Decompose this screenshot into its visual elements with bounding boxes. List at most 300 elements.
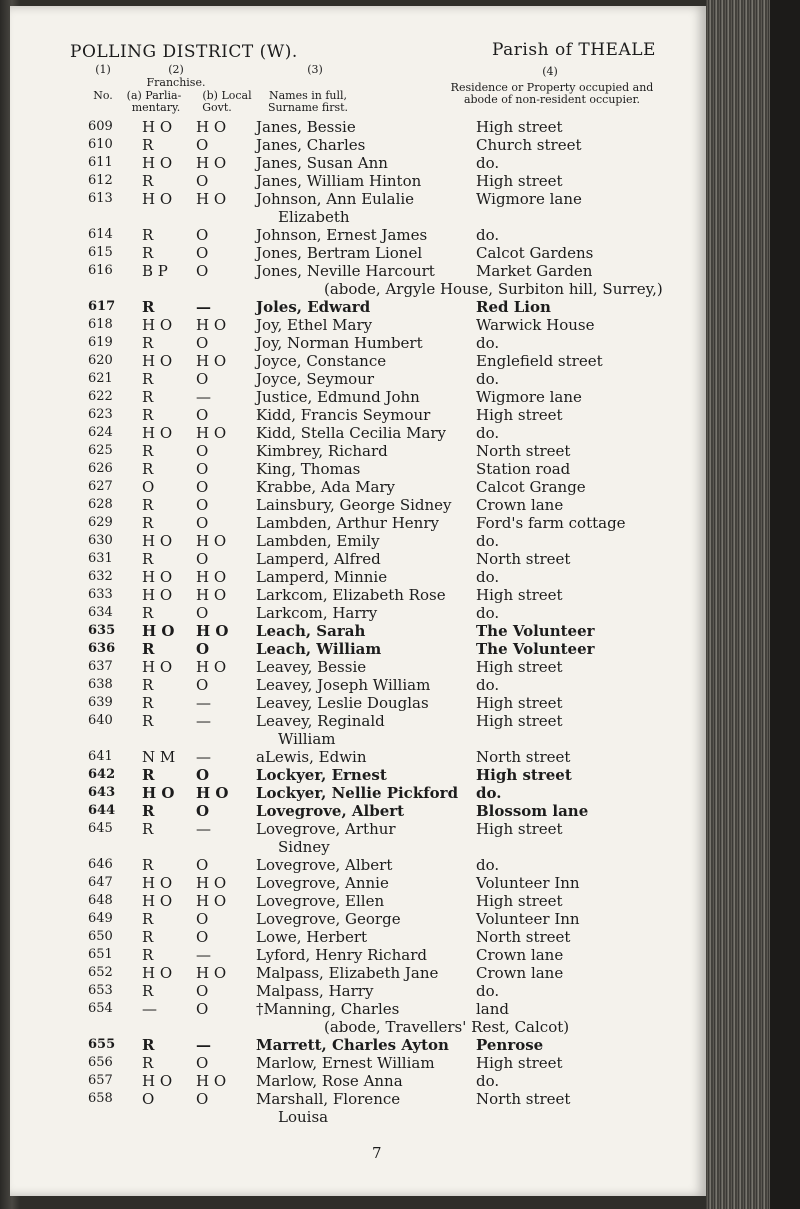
- elector-name: Justice, Edmund John: [256, 388, 420, 406]
- elector-number: 628: [88, 497, 113, 512]
- col3-label: Names in full,: [268, 89, 348, 102]
- table-row: [10, 892, 706, 910]
- residence: do.: [476, 370, 500, 388]
- register-page: [10, 6, 706, 1196]
- elector-name: Leavey, Leslie Douglas: [256, 694, 429, 712]
- local-govt-franchise: —: [196, 712, 211, 730]
- residence: Englefield street: [476, 352, 603, 370]
- elector-number: 641: [88, 749, 113, 764]
- table-row: [10, 604, 706, 622]
- elector-number: 644: [88, 803, 116, 818]
- parliamentary-franchise: R: [142, 172, 154, 190]
- table-row: [10, 964, 706, 982]
- elector-number: 650: [88, 929, 113, 944]
- parliamentary-franchise: N M: [142, 748, 176, 766]
- local-govt-franchise: —: [196, 298, 211, 316]
- residence: The Volunteer: [476, 622, 595, 640]
- col3-number: (3): [307, 63, 323, 76]
- elector-name-cell: [256, 748, 367, 766]
- local-govt-franchise: H O: [196, 190, 227, 208]
- residence: North street: [476, 1090, 571, 1108]
- parliamentary-franchise: R: [142, 604, 154, 622]
- local-govt-franchise: —: [196, 748, 211, 766]
- local-govt-franchise: O: [196, 910, 209, 928]
- elector-name-cell: [256, 784, 458, 802]
- elector-number: 647: [88, 875, 113, 890]
- elector-name: Marshall, Florence: [256, 1090, 401, 1108]
- elector-name-continued: William: [278, 730, 336, 748]
- local-govt-franchise: O: [196, 982, 209, 1000]
- local-govt-franchise: H O: [196, 316, 227, 334]
- elector-name: Kidd, Francis Seymour: [256, 406, 431, 424]
- elector-name: Lovegrove, George: [256, 910, 401, 928]
- abode-note: (abode, Travellers' Rest, Calcot): [324, 1018, 570, 1036]
- elector-name: Lyford, Henry Richard: [256, 946, 427, 964]
- elector-name: Krabbe, Ada Mary: [256, 478, 396, 496]
- residence: High street: [476, 1054, 563, 1072]
- parliamentary-franchise: H O: [142, 190, 173, 208]
- local-govt-franchise: H O: [196, 892, 227, 910]
- elector-name: Kimbrey, Richard: [256, 442, 388, 460]
- local-govt-franchise: H O: [196, 118, 227, 136]
- elector-name: Larkcom, Elizabeth Rose: [256, 586, 446, 604]
- residence: Red Lion: [476, 298, 551, 316]
- elector-name-cell: [256, 604, 377, 622]
- elector-name-cell: [256, 766, 387, 784]
- elector-name: King, Thomas: [256, 460, 361, 478]
- parliamentary-franchise: H O: [142, 892, 173, 910]
- elector-name-cell: [256, 640, 381, 658]
- parliamentary-franchise: R: [142, 676, 154, 694]
- elector-name-cell: [256, 694, 429, 712]
- elector-number: 617: [88, 299, 116, 314]
- residence: do.: [476, 154, 500, 172]
- elector-name: Lovegrove, Albert: [256, 856, 393, 874]
- parliamentary-franchise: H O: [142, 424, 173, 442]
- elector-name: Leach, William: [256, 640, 382, 658]
- elector-number: 626: [88, 461, 113, 476]
- elector-name-cell: [256, 334, 423, 352]
- col2-number: (2): [168, 63, 184, 76]
- residence: do.: [476, 568, 500, 586]
- elector-name: Leavey, Joseph William: [256, 676, 431, 694]
- elector-name: Joy, Ethel Mary: [256, 316, 373, 334]
- parliamentary-franchise: O: [142, 1090, 155, 1108]
- residence: do.: [476, 424, 500, 442]
- parliamentary-franchise: H O: [142, 118, 173, 136]
- table-row: [10, 874, 706, 892]
- elector-number: 624: [88, 425, 113, 440]
- parliamentary-franchise: H O: [142, 154, 173, 172]
- elector-name: Kidd, Stella Cecilia Mary: [256, 424, 447, 442]
- elector-number: 642: [88, 767, 116, 782]
- elector-number: 613: [88, 191, 113, 206]
- elector-name-cell: [256, 1072, 403, 1090]
- local-govt-franchise: O: [196, 640, 210, 658]
- residence: do.: [476, 226, 500, 244]
- table-row: [10, 352, 706, 370]
- parliamentary-franchise: R: [142, 334, 154, 352]
- local-govt-franchise: O: [196, 442, 209, 460]
- elector-name-cell: [256, 892, 384, 910]
- table-row: [10, 820, 706, 856]
- table-row: [10, 676, 706, 694]
- local-govt-franchise: H O: [196, 622, 229, 640]
- residence: do.: [476, 856, 500, 874]
- residence: Calcot Gardens: [476, 244, 594, 262]
- table-row: [10, 190, 706, 226]
- table-row: [10, 1072, 706, 1090]
- elector-name: Joy, Norman Humbert: [256, 334, 423, 352]
- elector-number: 610: [88, 137, 113, 152]
- local-govt-franchise: H O: [196, 532, 227, 550]
- parliamentary-franchise: R: [142, 370, 154, 388]
- elector-name: Lowe, Herbert: [256, 928, 368, 946]
- elector-number: 618: [88, 317, 113, 332]
- parliamentary-franchise: R: [142, 766, 155, 784]
- parliamentary-franchise: R: [142, 856, 154, 874]
- table-row: [10, 334, 706, 352]
- parliamentary-franchise: R: [142, 550, 154, 568]
- residence: High street: [476, 118, 563, 136]
- parliamentary-franchise: H O: [142, 586, 173, 604]
- table-row: [10, 262, 706, 280]
- col1-number: (1): [95, 63, 111, 76]
- elector-name-cell: [256, 226, 427, 244]
- elector-number: 640: [88, 713, 113, 728]
- elector-name: Joles, Edward: [256, 298, 371, 316]
- col2a-label: (a) Parlia-: [126, 89, 182, 102]
- elector-name: Malpass, Elizabeth Jane: [256, 964, 439, 982]
- elector-name: Lovegrove, Ellen: [256, 892, 385, 910]
- elector-name-cell: [256, 460, 360, 478]
- table-row: [10, 928, 706, 946]
- elector-name-cell: [256, 802, 404, 820]
- table-row: [10, 316, 706, 334]
- parliamentary-franchise: R: [142, 694, 154, 712]
- table-row: [10, 136, 706, 154]
- parliamentary-franchise: R: [142, 298, 155, 316]
- elector-number: 636: [88, 641, 116, 656]
- elector-number: 635: [88, 623, 116, 638]
- elector-name-cell: [256, 964, 438, 982]
- residence: Market Garden: [476, 262, 593, 280]
- residence: Wigmore lane: [476, 388, 582, 406]
- elector-number: 648: [88, 893, 113, 908]
- residence: Warwick House: [476, 316, 595, 334]
- elector-name: Leavey, Reginald: [256, 712, 385, 730]
- col2b-label: (b) Local: [202, 89, 252, 102]
- elector-name: Janes, Susan Ann: [256, 154, 388, 172]
- elector-name-cell: [256, 352, 386, 370]
- residence: Volunteer Inn: [476, 874, 580, 892]
- col2b-label-2: Govt.: [202, 101, 232, 114]
- table-row: [10, 1054, 706, 1072]
- table-row: [10, 1000, 706, 1018]
- parliamentary-franchise: R: [142, 910, 154, 928]
- table-row: [10, 388, 706, 406]
- elector-name-cell: [256, 1000, 399, 1018]
- table-row: [10, 496, 706, 514]
- elector-number: 614: [88, 227, 113, 242]
- table-row: [10, 658, 706, 676]
- table-row: [10, 802, 706, 820]
- residence: Ford's farm cottage: [476, 514, 626, 532]
- residence: High street: [476, 586, 563, 604]
- elector-number: 649: [88, 911, 113, 926]
- elector-name: Joyce, Seymour: [256, 370, 375, 388]
- residence: High street: [476, 658, 563, 676]
- elector-name-cell: [256, 568, 387, 586]
- parliamentary-franchise: R: [142, 244, 154, 262]
- parliamentary-franchise: R: [142, 514, 154, 532]
- elector-number: 656: [88, 1055, 113, 1070]
- elector-name-cell: [256, 1054, 435, 1072]
- parliamentary-franchise: O: [142, 478, 155, 496]
- local-govt-franchise: O: [196, 604, 209, 622]
- table-row: [10, 568, 706, 586]
- elector-number: 633: [88, 587, 113, 602]
- residence: Station road: [476, 460, 571, 478]
- elector-name: Lovegrove, Albert: [256, 802, 405, 820]
- elector-number: 639: [88, 695, 113, 710]
- elector-name-cell: [256, 172, 421, 190]
- local-govt-franchise: O: [196, 244, 209, 262]
- elector-name: Larkcom, Harry: [256, 604, 378, 622]
- elector-name: Lainsbury, George Sidney: [256, 496, 452, 514]
- table-row: [10, 442, 706, 460]
- residence: do.: [476, 676, 500, 694]
- elector-number: 658: [88, 1091, 113, 1106]
- table-row: [10, 784, 706, 802]
- polling-district-title: POLLING DISTRICT (W).: [70, 42, 298, 62]
- parliamentary-franchise: R: [142, 388, 154, 406]
- elector-number: 631: [88, 551, 113, 566]
- elector-name-continued: Louisa: [278, 1108, 329, 1126]
- elector-number: 632: [88, 569, 113, 584]
- parliamentary-franchise: R: [142, 640, 155, 658]
- elector-name: Janes, William Hinton: [256, 172, 422, 190]
- parliamentary-franchise: R: [142, 802, 155, 820]
- elector-number: 643: [88, 785, 116, 800]
- table-row: [10, 856, 706, 874]
- elector-name-cell: [256, 928, 367, 946]
- parliamentary-franchise: R: [142, 136, 154, 154]
- elector-list: [10, 118, 706, 1126]
- residence: Wigmore lane: [476, 190, 582, 208]
- local-govt-franchise: —: [196, 946, 211, 964]
- elector-number: 655: [88, 1037, 116, 1052]
- parliamentary-franchise: R: [142, 712, 154, 730]
- col1-label: No.: [93, 89, 113, 102]
- elector-name-cell: [256, 1090, 400, 1126]
- local-govt-franchise: O: [196, 226, 209, 244]
- elector-name: Lamperd, Minnie: [256, 568, 388, 586]
- local-govt-franchise: O: [196, 334, 209, 352]
- elector-name: Lockyer, Ernest: [256, 766, 387, 784]
- table-row: [10, 766, 706, 784]
- residence: Church street: [476, 136, 582, 154]
- elector-name: Jones, Bertram Lionel: [256, 244, 423, 262]
- elector-number: 623: [88, 407, 113, 422]
- elector-name-cell: [256, 496, 452, 514]
- residence: High street: [476, 820, 563, 838]
- local-govt-franchise: H O: [196, 568, 227, 586]
- page-number: 7: [372, 1144, 382, 1162]
- table-row: [10, 640, 706, 658]
- elector-name: Marrett, Charles Ayton: [256, 1036, 449, 1054]
- elector-name: Lambden, Arthur Henry: [256, 514, 439, 532]
- parliamentary-franchise: R: [142, 1036, 155, 1054]
- local-govt-franchise: O: [196, 856, 209, 874]
- table-row: [10, 1090, 706, 1126]
- local-govt-franchise: O: [196, 928, 209, 946]
- elector-name: Janes, Charles: [256, 136, 366, 154]
- table-row: [10, 298, 706, 316]
- parliamentary-franchise: R: [142, 982, 154, 1000]
- local-govt-franchise: O: [196, 172, 209, 190]
- parliamentary-franchise: R: [142, 820, 154, 838]
- local-govt-franchise: —: [196, 1036, 211, 1054]
- elector-number: 622: [88, 389, 113, 404]
- elector-name-cell: [256, 550, 381, 568]
- residence: High street: [476, 766, 572, 784]
- elector-name-cell: [256, 658, 366, 676]
- local-govt-franchise: O: [196, 460, 209, 478]
- table-row: [10, 118, 706, 136]
- local-govt-franchise: O: [196, 550, 209, 568]
- parliamentary-franchise: R: [142, 496, 154, 514]
- elector-name-cell: [256, 298, 370, 316]
- elector-name-cell: [256, 874, 389, 892]
- elector-number: 646: [88, 857, 113, 872]
- table-row: [10, 478, 706, 496]
- residence: do.: [476, 982, 500, 1000]
- elector-name: Lambden, Emily: [256, 532, 380, 550]
- elector-name-cell: [256, 406, 430, 424]
- elector-number: 634: [88, 605, 113, 620]
- elector-name-cell: [256, 442, 388, 460]
- parliamentary-franchise: R: [142, 946, 154, 964]
- elector-name-cell: [256, 820, 396, 856]
- parliamentary-franchise: R: [142, 460, 154, 478]
- elector-name-cell: [256, 262, 435, 280]
- parliamentary-franchise: R: [142, 226, 154, 244]
- local-govt-franchise: H O: [196, 352, 227, 370]
- local-govt-franchise: O: [196, 514, 209, 532]
- elector-name: Joyce, Constance: [256, 352, 387, 370]
- local-govt-franchise: O: [196, 262, 209, 280]
- elector-name-cell: [256, 946, 427, 964]
- local-govt-franchise: H O: [196, 586, 227, 604]
- elector-name: aLewis, Edwin: [256, 748, 367, 766]
- elector-number: 616: [88, 263, 113, 278]
- elector-number: 629: [88, 515, 113, 530]
- local-govt-franchise: O: [196, 136, 209, 154]
- residence: Crown lane: [476, 946, 564, 964]
- local-govt-franchise: O: [196, 478, 209, 496]
- table-row: [10, 694, 706, 712]
- residence: Volunteer Inn: [476, 910, 580, 928]
- elector-name-cell: [256, 478, 395, 496]
- residence: High street: [476, 172, 563, 190]
- elector-name-cell: [256, 154, 388, 172]
- residence: do.: [476, 604, 500, 622]
- residence: North street: [476, 550, 571, 568]
- elector-name: Marlow, Ernest William: [256, 1054, 435, 1072]
- elector-name-continued: Elizabeth: [278, 208, 350, 226]
- parish-title: Parish of THEALE: [492, 40, 656, 60]
- parliamentary-franchise: H O: [142, 874, 173, 892]
- table-row: [10, 946, 706, 964]
- elector-number: 630: [88, 533, 113, 548]
- col4-label-2: abode of non-resident occupier.: [463, 93, 641, 106]
- table-row: [10, 460, 706, 478]
- residence: do.: [476, 1072, 500, 1090]
- table-row: [10, 550, 706, 568]
- elector-name-cell: [256, 190, 414, 226]
- table-row: [10, 406, 706, 424]
- local-govt-franchise: O: [196, 676, 209, 694]
- elector-name: †Manning, Charles: [256, 1000, 400, 1018]
- parliamentary-franchise: H O: [142, 622, 175, 640]
- elector-number: 652: [88, 965, 113, 980]
- elector-number: 654: [88, 1001, 113, 1016]
- elector-name-cell: [256, 622, 365, 640]
- local-govt-franchise: O: [196, 1090, 209, 1108]
- residence: do.: [476, 532, 500, 550]
- table-row: [10, 982, 706, 1000]
- elector-name-cell: [256, 136, 365, 154]
- elector-number: 638: [88, 677, 113, 692]
- elector-name: Jones, Neville Harcourt: [256, 262, 435, 280]
- elector-number: 609: [88, 119, 113, 134]
- local-govt-franchise: O: [196, 370, 209, 388]
- elector-number: 621: [88, 371, 113, 386]
- residence: High street: [476, 712, 563, 730]
- elector-number: 645: [88, 821, 113, 836]
- elector-number: 657: [88, 1073, 113, 1088]
- elector-name-cell: [256, 532, 380, 550]
- elector-name-continued: Sidney: [278, 838, 330, 856]
- elector-name: Lockyer, Nellie Pickford: [256, 784, 459, 802]
- parliamentary-franchise: H O: [142, 784, 175, 802]
- parliamentary-franchise: B P: [142, 262, 168, 280]
- col4-number: (4): [542, 65, 558, 78]
- col2-title: Franchise.: [146, 76, 206, 89]
- elector-number: 619: [88, 335, 113, 350]
- elector-name-cell: [256, 244, 422, 262]
- elector-name-cell: [256, 424, 446, 442]
- elector-number: 627: [88, 479, 113, 494]
- elector-number: 620: [88, 353, 113, 368]
- local-govt-franchise: —: [196, 694, 211, 712]
- elector-name: Leavey, Bessie: [256, 658, 367, 676]
- local-govt-franchise: —: [196, 820, 211, 838]
- residence: North street: [476, 442, 571, 460]
- table-row: [10, 514, 706, 532]
- elector-number: 615: [88, 245, 113, 260]
- residence: Blossom lane: [476, 802, 589, 820]
- elector-name-cell: [256, 388, 420, 406]
- parliamentary-franchise: R: [142, 928, 154, 946]
- elector-name: Johnson, Ernest James: [256, 226, 428, 244]
- elector-name: Janes, Bessie: [256, 118, 356, 136]
- parliamentary-franchise: H O: [142, 316, 173, 334]
- elector-number: 612: [88, 173, 113, 188]
- parliamentary-franchise: R: [142, 1054, 154, 1072]
- abode-note: (abode, Argyle House, Surbiton hill, Surrey,): [324, 280, 663, 298]
